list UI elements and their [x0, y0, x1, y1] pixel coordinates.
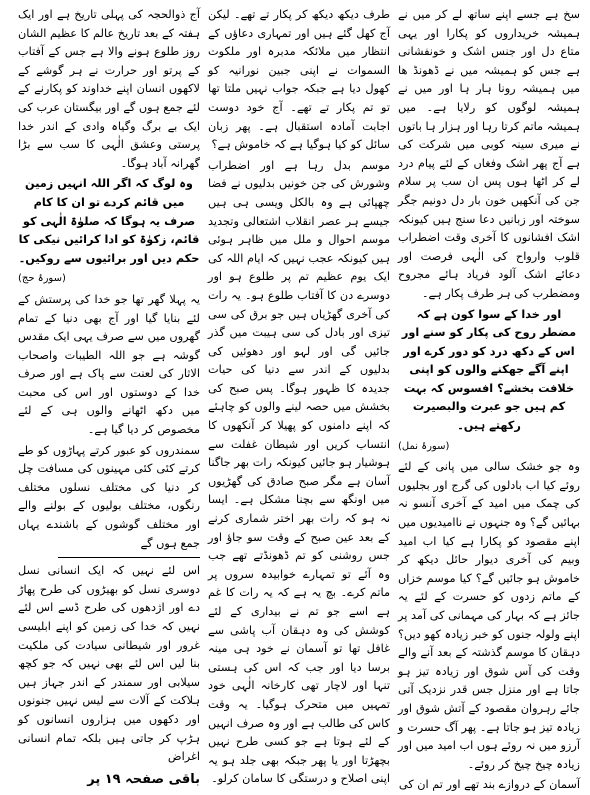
verse-reference: (سورۂ نمل)	[398, 440, 450, 452]
article-columns	[6, 6, 584, 792]
paragraph: طرف دیکھ دیکھ کر پکار تے تھے۔ لیکن آج کھل گئے ہیں اور تمہاری دعاؤں کے انتظار میں ملائکہ مدبرہ اور ملکوت السموات نے اپنی جبین نورانیہ کو کھول دیا ہے جبکہ جواب نہیں ملتا تھا تو تم پکار تے تھے۔ آج خود دوست اجابت آمادہ استقبال ہے۔ پھر زبان سائل کو کیا ہوگیا ہے کہ خاموش ہے؟	[208, 8, 390, 152]
middle-column	[204, 6, 394, 786]
quoted-verse: وہ لوگ کہ اگر اللہ انہیں زمین میں قائم کردے تو ان کا کام صرف یہ ہوگا کہ صلوٰۃ الٰہی کو قائم، زکوٰۃ کو ادا کرائیں نیکی کا حکم دیں اور برائیوں سے روکیں۔	[18, 177, 200, 265]
paragraph: سمندروں کو عبور کرتے پہاڑوں کو طے کرتے کئی کئی مہینوں کی مسافت چل کر دنیا کی مختلف نسلوں مختلف رنگوں، مختلف بولیوں کے بولنے والے اور مختلف گوشوں کے باشندے یہاں جمع ہوں گے	[18, 443, 200, 550]
paragraph: اس لئے نہیں کہ ایک انسانی نسل دوسری نسل کو بھیڑوں کی طرح پھاڑ دے اور اژدھوں کی طرح ڈسے اس لئے نہیں کہ خدا کی زمین کو اپنے ابلیسی غرور اور شیطانی سیادت کی ملکیت بنا لیں اس لئے بھی نہیں کہ جو کچھ سیلابی اور سمندر کے اندر جہاز ہیں ہلاکت کے آلات سے لیس نہیں جنونوں اور دکھوں میں ہزاروں انسانوں کو ہڑپ کر جاتی ہیں بلکہ تمام انسانی اغراض	[18, 564, 200, 764]
divider-rule	[58, 557, 200, 558]
paragraph: یہ پہلا گھر تھا جو خدا کی پرستش کے لئے بنایا گیا اور آج بھی دنیا کے تمام گھروں میں سے صرف یہی ایک مقدس گوشہ ہے جو اللہ الطیبات واصحاب الاثار کی لعنت سے پاک ہے اور صرف خدا کے دوستوں اور اس کی محبت میں دکھ اٹھانے والوں ہی کے لئے مخصوص کر دیا گیا ہے۔	[18, 292, 200, 437]
paragraph: وہ جو خشک سالی میں پانی کے لئے روئے کیا اب بادلوں کی گرج اور بجلیوں کی چمک میں امید کے آخری آنسو نہ بہائیں گے؟ وہ جنہوں نے ناامیدیوں میں اپنے مقصود کو پکارا ہے کیا اب امید وبیم کی آخری دیوار حائل دیکھ کر خاموش ہو جائیں گے؟ کیا موسم خزاں کے ماتم زدوں کو حسرت کے لئے یہ جائز ہے کہ بہار کی مہمانی کی آمد پر اپنے ولولہ جنوں کو خبر زیادہ کھو دیں؟ دہقان کا موسم گذشتہ کے بعد آنے والے وقت کی آس شوق اور زیادہ تیز ہو جاتا ہے اور منزل جس قدر نزدیک آتی جائے رہروان مقصود کے آتش شوق اور زیادہ تیز ہو جاتا ہے۔ پھر آگ حسرت و آرزو میں نہ روئے ہوں اب امید میں اور زیادہ چیخ چیخ کر روئے۔	[398, 460, 580, 771]
verse-reference: (سورۂ حج)	[18, 273, 66, 285]
paragraph: آج ذوالحجہ کی پہلی تاریخ ہے اور ایک ہفتہ کے بعد تاریخ عالم کا عظیم الشان روز طلوع ہونے والا ہے جس کے آفتاب کے پرتو اور حرارت نے ہر گوشے کے لاکھوں انسان اپنے خداوند کو پکارنے کے لئے جمع ہوں گے اور بیگستان عرب کی ایک بے برگ وگیاہ وادی کے اندر خدا پرستی وعشق الٰہی کا سب سے بڑا گھرانہ آباد ہوگا۔	[18, 8, 200, 170]
paragraph: سخ ہے جسے اپنے ساتھ لے کر میں نے ہمیشہ خریداروں کو پکارا اور یہی متاع دل اور جنس اشک و خونفشانی ہے جس کو ہمیشہ میں نے ڈھونڈ ھا میں ہمیشہ رونا ہار ہا اور میں نے ہمیشہ لوگوں کو رلایا ہے۔ میں ہمیشہ ماتم کرتا رہا اور ہزار ہا باتوں نے میری سینہ کوبی میں شرکت کی ہے آج پھر اشک وفغاں کے لئے پیام درد لے کر اٹھا ہوں پس ان سب پر سلام جن کی آنکھیں خون بار دل دونیم جگر سوختہ اور زبانیں دعا سنج ہیں کیونکہ اشک افشانوں کا آخری وقت اضطراب قلوب وارواح کی الٰہی فرصت اور دعائے اشک آلود فریاد ہائے مجروح ومضطرب کی ہر طرف پکار ہے۔	[398, 8, 580, 300]
continued-on-page: باقی صفحہ ۱۹ پر	[87, 771, 200, 787]
paragraph: آسمان کے دروازے بند تھے اور تم ان کی	[398, 778, 580, 792]
left-column	[14, 6, 204, 787]
quoted-verse: اور خدا کے سوا کون ہے کہ مضطر روح کی پکار کو سنے اور اس کے دکھ درد کو دور کرے اور اپنے آگے جھکنے والوں کو اپنی خلافت بخشے؟ افسوس کہ بہت کم ہیں جو عبرت والبصیرت رکھتے ہیں۔	[401, 307, 577, 433]
right-column	[394, 6, 584, 792]
paragraph: موسم بدل رہا ہے اور اضطراب وشورش کی جن خونیں بدلیوں نے فضا چھپائی ہے وہ بالکل ویسی ہی ہیں جیسے ہر عصر انقلاب اشتعالی وتجدید موسم احوال و ملل میں ظاہر ہوئی ہیں کیونکہ عجب نہیں کہ ایام اللہ کی ایک یوم عظیم تم پر طلوع ہو اور دوسرے دن کا آفتاب طلوع ہو۔ یہ رات کی آخری گھڑیاں ہیں جو برق کی سی تیزی اور بادل کی سی ہیبت میں گذر جائیں گی اور لہو اور دھوئیں کی بدلیوں کے اندر سے دنیا کی حیات جدیدہ کا ظہور ہوگا۔ پس صبح کی بخشش میں حصہ لینے والوں کو چاہئے کہ اپنے دامنوں کو پھیلا کر آنکھوں کا انتساب کریں اور شیطان غفلت سے ہوشیار ہو جائیں کیونکہ رات بھر جاگنا آسان ہے مگر صبح صادق کی گھڑیوں میں اونگھ سے بچنا مشکل ہے۔ ایسا نہ ہو کہ رات بھر اختر شماری کرنے کے بعد عین صبح کے وقت سو جاؤ اور جس روشنی کو تم ڈھونڈتے تھے جب وہ آئے تو تمہارے خوابیدہ سروں پر ماتم کرے۔ بچ یہ ہے کہ یہ رات کا غم ہے اسے جو تم نے بیداری کے لئے کوشش کی وہ دہقان آب پاشی سے غافل تھا تو آسمان نے خود ہی مینہ برسا دیا اور جب کہ اس کی ہستی تنہا اور لاچار تھی کارخانہ الٰہی خود تمہیں میں متحرک ہوگیا۔ یہ وقت کاس کی طالب ہے اور وہ صرف انہیں کے لئے ہوتا ہے جو کسی طرح نہیں بچھڑتا اور یا پھر جبکہ بھی جلد ہو یہ اپنی اصلاح و درستگی کا سامان کرلو۔	[208, 158, 390, 786]
